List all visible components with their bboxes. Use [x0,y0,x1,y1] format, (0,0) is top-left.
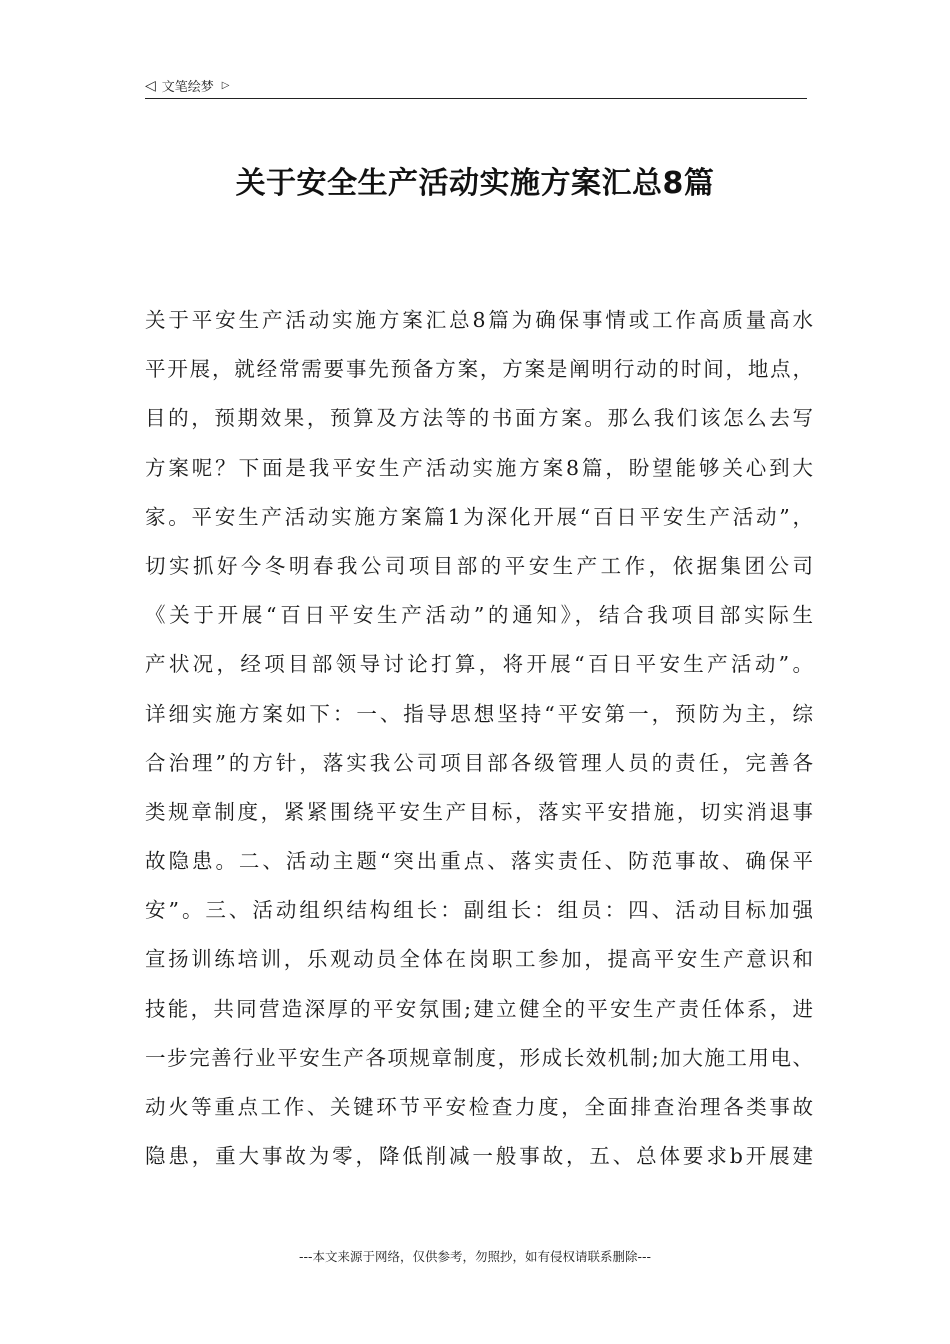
body-line: 合治理”的方针，落实我公司项目部各级管理人员的责任，完善各 [145,750,813,775]
body-line: 《关于开展“百日平安生产活动”的通知》，结合我项目部实际生 [145,603,813,628]
page-header [145,72,807,99]
body-line: 一步完善行业平安生产各项规章制度，形成长效机制;加大施工用电、 [145,1045,813,1070]
header-brand: 文笔绘梦 [161,80,214,95]
body-line: 目的，预期效果，预算及方法等的书面方案。那么我们该怎么去写 [145,406,813,431]
body-line: 宣扬训练培训，乐观动员全体在岗职工参加，提高平安生产意识和 [145,947,813,972]
body-line: 切实抓好今冬明春我公司项目部的平安生产工作，依据集团公司 [145,553,813,578]
body-line: 类规章制度，紧紧围绕平安生产目标，落实平安措施，切实消退事 [145,799,813,824]
body-line: 技能，共同营造深厚的平安氛围;建立健全的平安生产责任体系，进 [145,996,813,1021]
body-line: 安”。三、活动组织结构组长：副组长：组员：四、活动目标加强 [145,898,813,923]
body-line: 详细实施方案如下：一、指导思想坚持“平安第一，预防为主，综 [145,701,813,726]
header-brand-group [145,76,230,95]
footer-notice: ---本文来源于网络，仅供参考，勿照抄，如有侵权请联系删除--- [298,1249,652,1264]
body-line: 平开展，就经常需要事先预备方案，方案是阐明行动的时间，地点， [145,357,813,382]
document-body [145,296,813,1181]
triangle-left-icon: ◁ [145,77,156,94]
body-line: 家。平安生产活动实施方案篇1为深化开展“百日平安生产活动”， [145,504,813,529]
body-line: 关于平安生产活动实施方案汇总8篇为确保事情或工作高质量高水 [145,308,813,332]
document-title: 关于安全生产活动实施方案汇总8篇 [235,166,715,201]
triangle-right-icon: ▷ [221,79,230,91]
body-line: 产状况，经项目部领导讨论打算，将开展“百日平安生产活动”。 [145,652,813,677]
body-line: 故隐患。二、活动主题“突出重点、落实责任、防范事故、确保平 [145,849,813,874]
body-line: 动火等重点工作、关键环节平安检查力度，全面排查治理各类事故 [145,1095,813,1119]
body-line: 方案呢？下面是我平安生产活动实施方案8篇，盼望能够关心到大 [145,455,813,480]
body-line: 隐患，重大事故为零，降低削减一般事故，五、总体要求b开展建 [145,1144,813,1169]
